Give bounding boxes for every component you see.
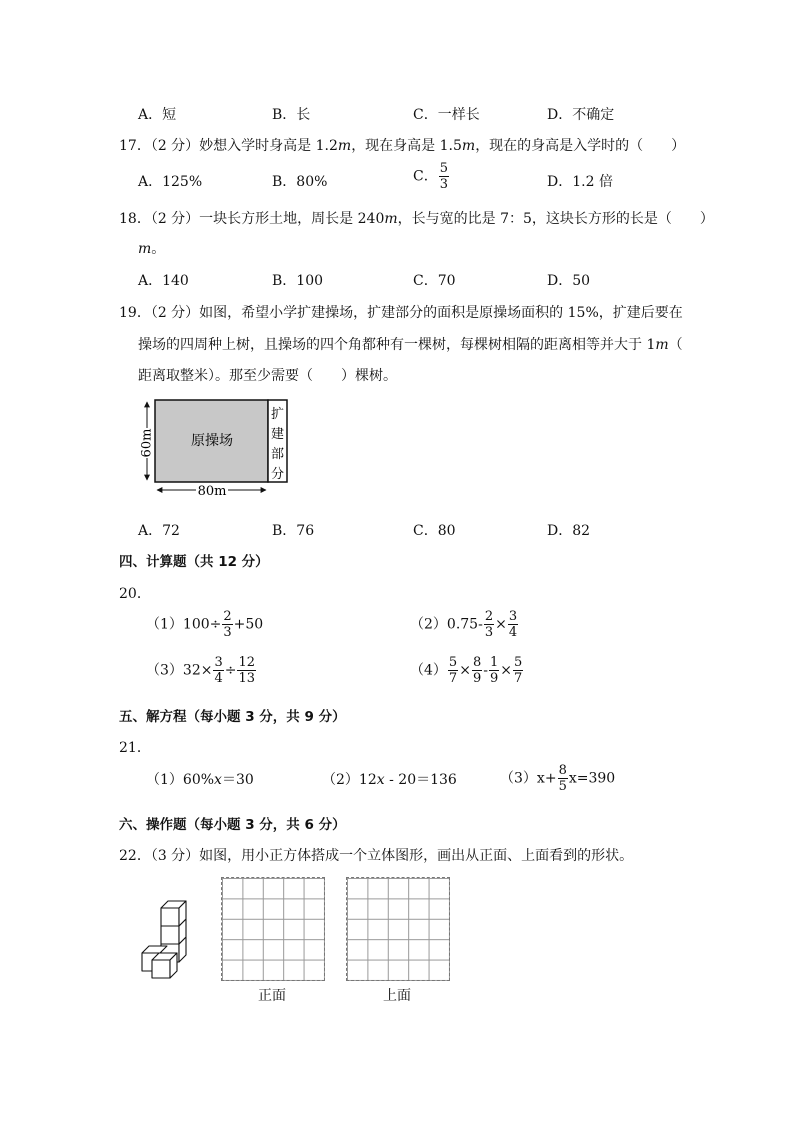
- q19-line2-a: 操场的四周种上树，且操场的四个角都种有一棵树，每棵树相隔的距离相等并大于 1: [138, 337, 656, 353]
- q20-p2-op: ×: [495, 616, 507, 633]
- q20-p4-op2: -: [483, 662, 488, 679]
- q18-option-d: D．50: [547, 273, 591, 289]
- q16-option-a: A．短: [138, 107, 177, 123]
- frac-num: 2: [484, 609, 494, 624]
- frac-num: 8: [558, 763, 567, 778]
- q19-stem-line1: [119, 302, 683, 322]
- section-6-title: 六、操作题（每小题 3 分，共 6 分）: [119, 817, 346, 833]
- q21-p1-label: （1）: [146, 772, 183, 788]
- q21-p3-label: （3）: [500, 770, 537, 787]
- q16-option-b: B．长: [272, 107, 311, 123]
- q17-text-c: ，现在的身高是入学时的（ ）: [475, 138, 686, 154]
- q22-text: （3 分）如图，用小正方体搭成一个立体图形，画出从正面、上面看到的形状。: [150, 848, 634, 864]
- q18-line2-unit: m: [138, 241, 152, 257]
- q17-stem: [119, 135, 685, 155]
- extension-char-4: 分: [270, 467, 285, 482]
- q22-stem: [119, 845, 633, 865]
- q17-text-b: ，现在身高是 1.5: [351, 138, 462, 154]
- q20-p3-op: ÷: [224, 662, 237, 679]
- frac-den: 9: [472, 671, 482, 686]
- q17-unit1: m: [337, 138, 352, 154]
- q18-option-b: B．100: [272, 273, 324, 289]
- q18-stem: [119, 208, 714, 228]
- q19-option-b: B．76: [272, 523, 315, 539]
- q21-p2-var: x: [376, 772, 385, 788]
- frac-den: 9: [489, 671, 499, 686]
- section-4-title: 四、计算题（共 12 分）: [119, 554, 269, 570]
- q21-p3-a: x+: [536, 770, 557, 787]
- frac-den: 5: [558, 779, 567, 794]
- extension-char-1: 扩: [270, 407, 285, 422]
- frac-den: 3: [223, 625, 232, 640]
- q17-text-a: （2 分）妙想入学时身高是 1.2: [150, 138, 338, 154]
- frac-den: 7: [513, 671, 523, 686]
- q20-p2-a: 0.75-: [446, 616, 483, 633]
- height-label: 60m: [139, 428, 155, 458]
- q20-p2-label: （2）: [410, 616, 447, 633]
- q20-part4: [410, 656, 524, 685]
- extension-char-3: 部: [270, 447, 285, 462]
- q21-p3-fraction: [558, 764, 568, 793]
- q18-number: 18．: [119, 211, 151, 227]
- q19-stem-line3: 距离取整米）。那至少需要（ ）棵树。: [138, 368, 397, 384]
- original-playground-label: 原操场: [191, 433, 233, 449]
- frac-den: 13: [238, 671, 256, 686]
- q21-p3-b: x=390: [568, 770, 616, 787]
- q20-number: 20．: [119, 586, 151, 602]
- q20-p1-a: 100÷: [182, 616, 222, 633]
- q20-p4-fraction4: [513, 656, 523, 685]
- q17-unit2: m: [461, 138, 476, 154]
- q20-p4-label: （4）: [410, 662, 447, 679]
- q18-text-b: ，长与宽的比是 7：5，这块长方形的长是（ ）: [397, 211, 714, 227]
- q22-number: 22．: [119, 848, 151, 864]
- top-view-label: 上面: [383, 988, 411, 1004]
- frac-num: 5: [448, 655, 458, 670]
- extension-char-2: 建: [270, 427, 285, 442]
- q21-p1-var: x: [214, 772, 222, 788]
- q20-p4-op1: ×: [459, 662, 471, 679]
- q16-option-c: C．一样长: [413, 107, 480, 123]
- q21-part3: [500, 764, 615, 793]
- q17-option-c-prefix: C．: [413, 168, 438, 185]
- frac-num: 1: [489, 655, 499, 670]
- frac-num: 8: [472, 655, 482, 670]
- q19-line2-unit: m: [655, 337, 669, 353]
- q19-playground-figure: [136, 396, 292, 500]
- q20-p2-fraction1: [484, 610, 494, 639]
- frac-den: 3: [484, 625, 494, 640]
- q19-option-c: C．80: [413, 523, 456, 539]
- q20-p3-fraction2: [237, 656, 256, 685]
- q18-stem-line2: [138, 238, 165, 258]
- q20-part2: [410, 610, 519, 639]
- width-label: 80m: [197, 484, 227, 499]
- q20-p4-op3: ×: [500, 662, 512, 679]
- q17-option-a: A．125%: [138, 174, 203, 190]
- q20-p3-fraction1: [213, 656, 223, 685]
- top-view-grid[interactable]: [346, 877, 450, 981]
- q20-p2-fraction2: [508, 610, 518, 639]
- q20-p1-label: （1）: [146, 616, 183, 633]
- q20-p1-b: +50: [233, 616, 264, 633]
- frac-den: 4: [508, 625, 518, 640]
- frac-num: 5: [439, 161, 448, 176]
- q21-p2-label: （2）: [322, 772, 359, 788]
- q19-line2-b: （: [668, 337, 683, 353]
- q20-p1-fraction: [222, 610, 232, 639]
- q20-part1: [146, 610, 263, 639]
- q21-p1-a: 60%: [182, 772, 215, 788]
- q20-p3-label: （3）: [146, 662, 183, 679]
- q17-option-d: D．1.2 倍: [547, 174, 613, 190]
- section-5-title: 五、解方程（每小题 3 分，共 9 分）: [119, 709, 346, 725]
- q20-part3: [146, 656, 257, 685]
- q17-option-c-fraction: [439, 162, 449, 191]
- q19-line1: （2 分）如图，希望小学扩建操场，扩建部分的面积是原操场面积的 15%，扩建后要在: [150, 305, 683, 321]
- q19-option-a: A．72: [138, 523, 180, 539]
- q19-stem-line2: [138, 334, 683, 354]
- q20-p4-fraction2: [472, 656, 482, 685]
- q21-p2-b: - 20＝136: [384, 772, 457, 788]
- q21-part1: [146, 769, 254, 789]
- q21-part2: [322, 769, 457, 789]
- q18-option-c: C．70: [413, 273, 456, 289]
- q21-p1-b: ＝30: [221, 772, 254, 788]
- q21-p2-a: 12: [358, 772, 377, 788]
- frac-num: 3: [508, 609, 518, 624]
- q19-option-d: D．82: [547, 523, 591, 539]
- q20-p3-a: 32×: [182, 662, 213, 679]
- q21-number: 21．: [119, 740, 151, 756]
- q20-p4-fraction1: [448, 656, 458, 685]
- frac-num: 12: [238, 655, 256, 670]
- q20-p4-fraction3: [489, 656, 499, 685]
- front-view-label: 正面: [258, 988, 286, 1004]
- q18-text-a: （2 分）一块长方形土地，周长是 240: [150, 211, 385, 227]
- frac-den: 3: [439, 177, 448, 192]
- q22-cube-figure: [136, 898, 196, 980]
- q19-number: 19．: [119, 305, 151, 321]
- q17-option-b: B．80%: [272, 174, 328, 190]
- q16-option-d: D．不确定: [547, 107, 615, 123]
- frac-den: 4: [214, 671, 223, 686]
- frac-num: 5: [513, 655, 523, 670]
- q17-option-c: [413, 162, 450, 191]
- q18-option-a: A．140: [138, 273, 189, 289]
- frac-den: 7: [448, 671, 458, 686]
- front-view-grid[interactable]: [221, 877, 325, 981]
- frac-num: 3: [214, 655, 223, 670]
- q17-number: 17．: [119, 138, 151, 154]
- q18-line2-end: 。: [151, 241, 166, 257]
- frac-num: 2: [223, 609, 232, 624]
- q18-unit1: m: [384, 211, 398, 227]
